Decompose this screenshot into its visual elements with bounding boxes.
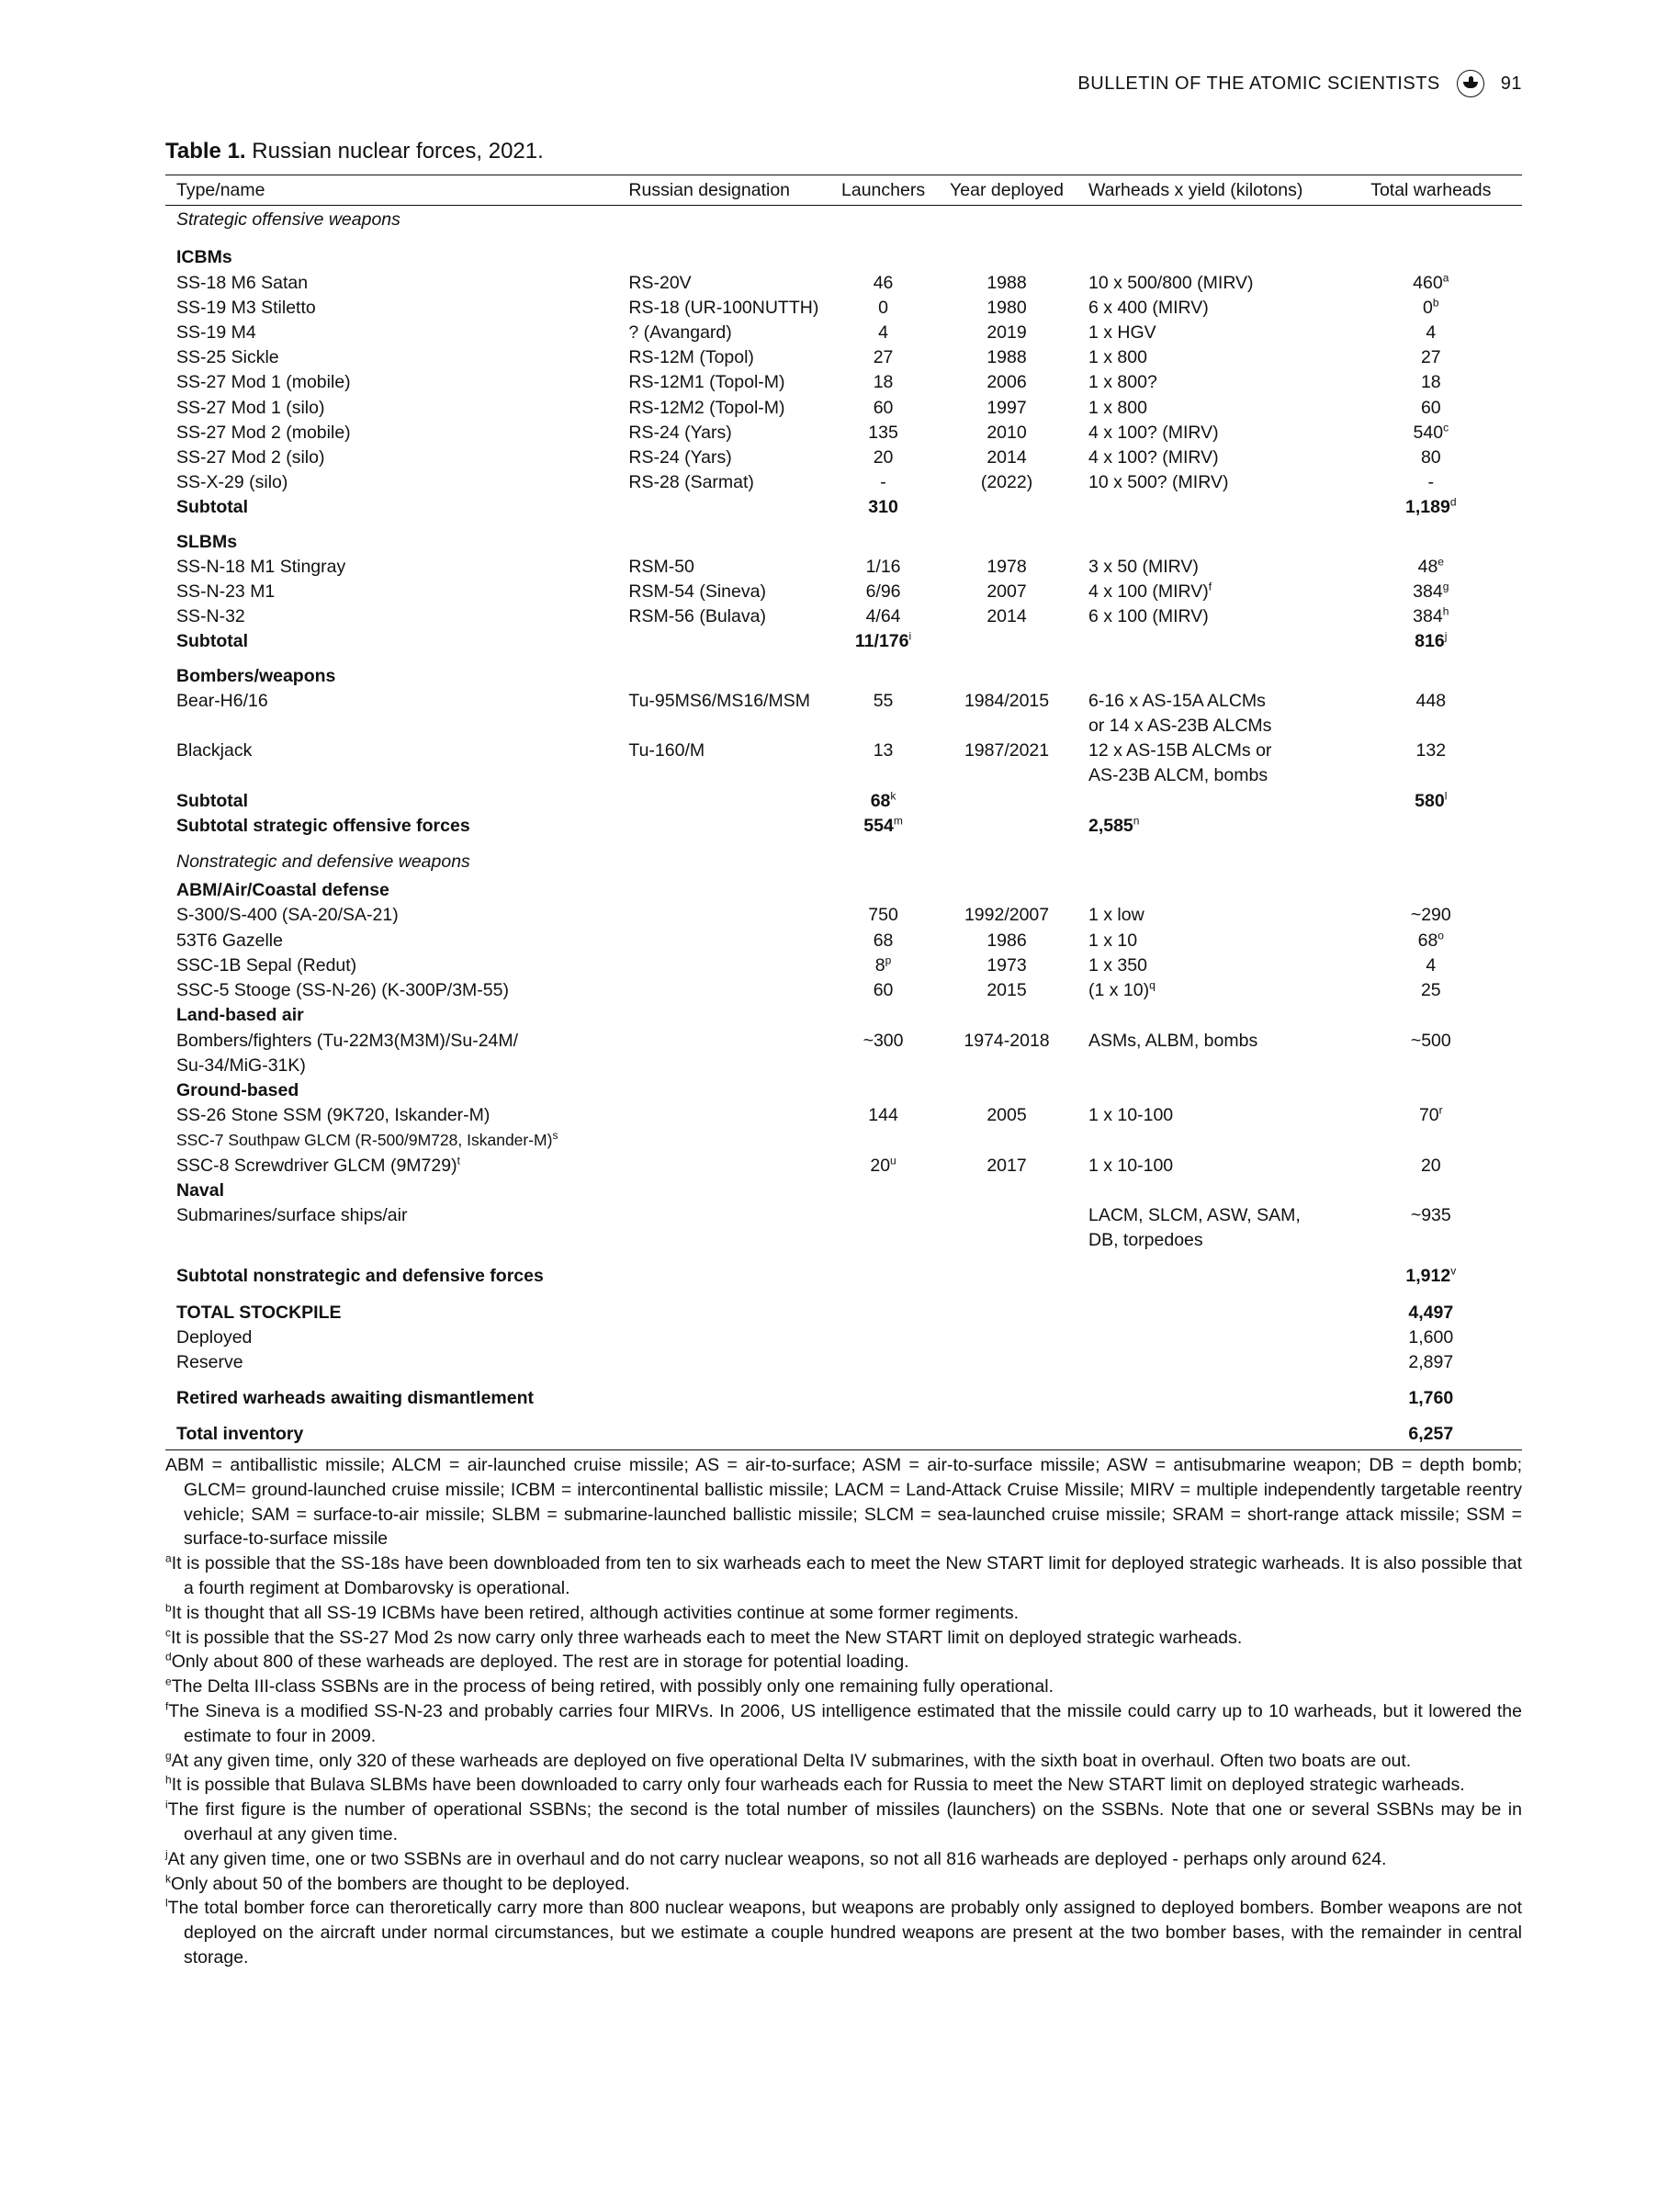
col-total: Total warheads (1340, 175, 1522, 206)
table-header-row (165, 175, 1522, 206)
table-row: SS-25 Sickle RS-12M (Topol) 27 1988 1 x 800 27 (176, 347, 1441, 368)
table-row: SS-19 M3 Stiletto RS-18 (UR-100NUTTH) 0 1980 6 x 400 (MIRV) 0$^b$ (176, 296, 1439, 318)
col-launchers: Launchers (830, 175, 936, 206)
section-heading: Nonstrategic and defensive weapons (176, 852, 470, 873)
table-caption: Russian nuclear forces, 2021. (252, 139, 544, 164)
section-heading: Strategic offensive weapons (176, 209, 400, 231)
nuclear-forces-table (165, 175, 1522, 1450)
col-designation: Russian designation (617, 175, 830, 206)
group-heading-landair: Land-based air (176, 1005, 304, 1026)
group-heading-ground: Ground-based (176, 1079, 299, 1100)
abbreviations-note: ABM = antiballistic missile; ALCM = air-launched cruise missile; AS = air-to-surface; ASM = air-to-surface missile; ASW = antisubmarine weapon; DB = depth bomb; GLCM= ground-launched cruise missile; ICBM = intercontinental ballistic missile; LACM = Land-Attack Cruise Missile; MIRV = multiple independently targetable reentry vehicle; SAM = surface-to-air missile; SLBM = submarine-launched ballistic missile; SLCM = sea-launched cruise missile; SRAM = short-range attack missile; SSM = surface-to-surface missile (165, 1455, 1522, 1550)
footnote: $^f$The Sineva is a modified SS-N-23 and probably carries four MIRVs. In 2006, US intelligence estimated that the missile could carry up to 10 warheads, but it lowered the estimate to four in 2009. (165, 1699, 1522, 1746)
nonstrategic-subtotal-row: Subtotal nonstrategic and defensive forces 1,912$^v$ (176, 1264, 1457, 1287)
footnote-list (165, 1551, 1522, 1970)
table-row: SS-27 Mod 2 (silo) RS-24 (Yars) 20 2014 4 x 100? (MIRV) 80 (176, 447, 1441, 468)
page-number: 91 (1500, 73, 1522, 94)
table-row: SSC-8 Screwdriver GLCM $(9M729)^t$ 20$^u$ 2017 1 x 10-100 20 (176, 1154, 1441, 1176)
footnote: $^i$The first figure is the number of operational SSBNs; the second is the total number of missiles (launchers) on the SSBNs. Note that one or several SSBNs may be in overhaul at any given time. (165, 1798, 1522, 1844)
group-heading-slbm: SLBMs (176, 531, 238, 552)
footnote: $^c$It is possible that the SS-27 Mod 2s now carry only three warheads each to meet the New START limit on deployed strategic warheads. (165, 1626, 1243, 1648)
group-heading-naval: Naval (176, 1179, 225, 1201)
subtotal-row: Subtotal 310 1,189$^d$ (176, 495, 1457, 518)
subtotal-row: Subtotal 68$^k$ 580$^l$ (176, 789, 1448, 811)
table-row: SS-26 Stone SSM (9K720, Iskander-M) 144 2005 1 x 10-100 70$^r$ (176, 1103, 1443, 1126)
retired-row: Retired warheads awaiting dismantlement 1,760 (176, 1388, 1454, 1409)
table-row: SSC-7 Southpaw GLCM (R-500/9M728, Iskander-M)$^s$ (176, 1129, 558, 1150)
footnote: $^g$At any given time, only 320 of these warheads are deployed on five operational Delta IV submarines, with the sixth boat in overhaul. Often two boats are out. (165, 1749, 1412, 1771)
table-title (165, 139, 544, 164)
table-row: Submarines/surface ships/air LACM, SLCM, ASW, SAM, DB, torpedoes ~935 (176, 1204, 1451, 1251)
table-row: SS-18 M6 Satan RS-20V 46 1988 10 x 500/800 (MIRV) 460$^a$ (176, 271, 1449, 293)
group-heading-abm: ABM/Air/Coastal defense (176, 880, 389, 901)
running-header (1077, 70, 1522, 97)
footnote: $^j$At any given time, one or two SSBNs are in overhaul and do not carry nuclear weapons, so not all 816 warheads are deployed - perhaps only around 624. (165, 1847, 1387, 1869)
table-row: Blackjack Tu-160/M 13 1987/2021 12 x AS-15B ALCMs or AS-23B ALCM, bombs 132 (176, 740, 1447, 786)
table-notes (165, 1453, 1522, 1970)
table-row: SS-N-18 M1 Stingray RSM-50 1/16 1978 3 x 50 (MIRV) 48e (176, 555, 1444, 577)
table-row: SS-X-29 (silo) RS-28 (Sarmat) - (2022) 10 x 500? (MIRV) - (176, 472, 1435, 493)
journal-name: BULLETIN OF THE ATOMIC SCIENTISTS (1077, 73, 1440, 94)
col-year: Year deployed (936, 175, 1077, 206)
table-row: SS-19 M4 ? (Avangard) 4 2019 1 x HGV 4 (176, 322, 1437, 344)
strategic-subtotal-row: Subtotal strategic offensive forces 554$^m$ 2,585$^n$ (176, 814, 1140, 836)
footnote: $^b$It is thought that all SS-19 ICBMs have been retired, although activities continue at some former regiments. (165, 1601, 1020, 1623)
table-row: SS-27 Mod 1 (mobile) RS-12M1 (Topol-M) 18 2006 1 x 800? 18 (176, 372, 1441, 393)
bulletin-logo-icon (1457, 70, 1484, 97)
footnote: $^d$Only about 800 of these warheads are deployed. The rest are in storage for potential loading. (165, 1650, 909, 1673)
footnote: $^k$Only about 50 of the bombers are thought to be deployed. (165, 1872, 630, 1894)
table-row: S-300/S-400 (SA-20/SA-21) 750 1992/2007 1 x low ~290 (176, 905, 1451, 926)
table-row: Bombers/fighters (Tu-22M3(M3M)/Su-24M/ Su-34/MiG-31K) ~300 1974-2018 ASMs, ALBM, bombs ~500 (176, 1030, 1451, 1076)
footnote: $^e$The Delta III-class SSBNs are in the process of being retired, with possibly only one remaining fully operational. (165, 1675, 1054, 1697)
table-row: SSC-5 Stooge (SS-N-26) (K-300P/3M-55) 60 2015 (1 x 10)$^q$ 25 (176, 978, 1441, 1001)
table-row: 53T6 Gazelle 68 1986 1 x 10 68$^o$ (176, 929, 1444, 951)
reserve-row: Reserve 2,897 (176, 1351, 1454, 1372)
footnote: $^a$It is possible that the SS-18s have been downbloaded from ten to six warheads each to meet the New START limit for deployed strategic warheads. It is also possible that a fourth regiment at Dombarovsky is operational. (165, 1551, 1522, 1598)
table-row: Bear-H6/16 Tu-95MS6/MS16/MSM 55 1984/2015 6-16 x AS-15A ALCMs or 14 x AS-23B ALCMs 448 (176, 690, 1447, 737)
total-inventory-row: Total inventory 6,257 (165, 1411, 1522, 1449)
footnote: $^h$It is possible that Bulava SLBMs have been downloaded to carry only four warheads each for Russia to meet the New START limit on deployed strategic warheads. (165, 1773, 1465, 1796)
group-heading-bombers: Bombers/weapons (176, 665, 336, 686)
deployed-row: Deployed 1,600 (176, 1326, 1454, 1348)
table-row: SSC-1B Sepal (Redut) 8$^p$ 1973 1 x 350 4 (176, 953, 1437, 976)
table-row: SS-N-23 M1 RSM-54 (Sineva) 6/96 2007 4 x 100 (MIRV)$^f$ 384$^g$ (176, 580, 1449, 603)
footnote: $^l$The total bomber force can theroretically carry more than 800 nuclear weapons, but weapons are probably only assigned to deployed bombers. Bomber weapons are not deployed on the aircraft under normal circumstances, but we estimate a couple hundred weapons are present at the two bomber bases, with the remainder in central storage. (165, 1896, 1522, 1968)
col-warheads-yield: Warheads x yield (kilotons) (1077, 175, 1340, 206)
table-row: SS-N-32 RSM-56 (Bulava) 4/64 2014 6 x 100 (MIRV) 384$^h$ (176, 604, 1449, 627)
table-row: SS-27 Mod 2 (mobile) RS-24 (Yars) 135 2010 4 x 100? (MIRV) 540$^c$ (176, 421, 1449, 443)
total-stockpile-row: TOTAL STOCKPILE 4,497 (176, 1302, 1454, 1323)
table-row: SS-27 Mod 1 (silo) RS-12M2 (Topol-M) 60 1997 1 x 800 60 (176, 397, 1441, 418)
subtotal-row: Subtotal 11/176$^i$ 816$^j$ (176, 629, 1448, 652)
table-label: Table 1. (165, 139, 246, 164)
col-type-name: Type/name (165, 175, 617, 206)
group-heading-icbm: ICBMs (176, 247, 232, 268)
